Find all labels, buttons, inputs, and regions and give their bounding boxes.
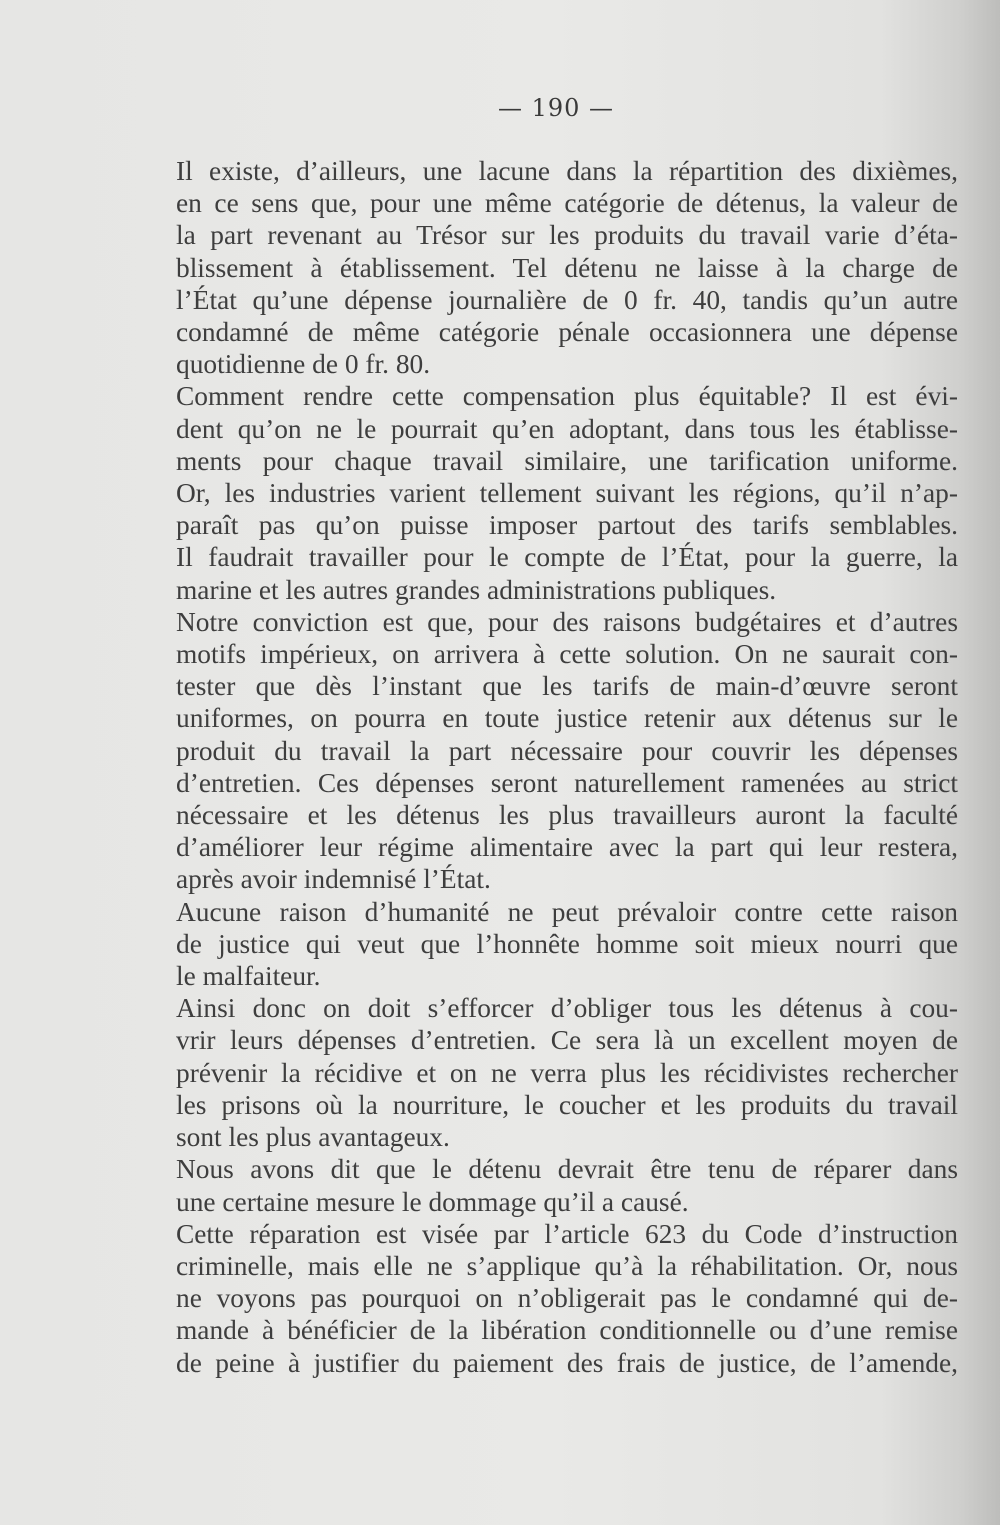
text-line: l’État qu’une dépense journalière de 0 fr. 40, tandis qu’un autre <box>176 284 958 315</box>
text-line: dent qu’on ne le pourrait qu’en adoptant, dans tous les établisse- <box>176 413 958 444</box>
text-line: de justice qui veut que l’honnête homme soit mieux nourri que <box>176 928 958 959</box>
paragraph-4 <box>148 896 958 993</box>
text-line: vrir leurs dépenses d’entretien. Ce sera là un excellent moyen de <box>176 1025 958 1056</box>
text-line: Il faudrait travailler pour le compte de l’État, pour la guerre, la <box>176 542 958 573</box>
text-line: Or, les industries varient tellement suivant les régions, qu’il n’ap- <box>176 478 958 509</box>
text-line: de peine à justifier du paiement des frais de justice, de l’amende, <box>176 1347 958 1378</box>
text-line: ments pour chaque travail similaire, une tarification uniforme. <box>176 445 958 476</box>
paragraph-1 <box>148 155 958 380</box>
paragraph-7 <box>148 1218 958 1379</box>
text-line: le malfaiteur. <box>176 961 321 992</box>
text-line: la part revenant au Trésor sur les produits du travail varie d’éta- <box>176 220 958 251</box>
text-line: d’améliorer leur régime alimentaire avec la part qui leur restera, <box>176 832 958 863</box>
text-line: paraît pas qu’on puisse imposer partout des tarifs semblables. <box>176 510 958 541</box>
text-line: une certaine mesure le dommage qu’il a causé. <box>176 1186 689 1217</box>
text-line: Nous avons dit que le détenu devrait être tenu de réparer dans <box>176 1154 958 1185</box>
text-line: Ainsi donc on doit s’efforcer d’obliger tous les détenus à cou- <box>176 993 958 1024</box>
text-line: Notre conviction est que, pour des raisons budgétaires et d’autres <box>176 606 958 637</box>
text-line: tester que dès l’instant que les tarifs de main-d’œuvre seront <box>176 671 958 702</box>
text-line: après avoir indemnisé l’État. <box>176 864 491 895</box>
paragraph-2 <box>148 380 958 605</box>
text-line: motifs impérieux, on arrivera à cette solution. On ne saurait con- <box>176 639 958 670</box>
text-line: en ce sens que, pour une même catégorie de détenus, la valeur de <box>176 188 958 219</box>
text-line: les prisons où la nourriture, le coucher et les produits du travail <box>176 1089 958 1120</box>
text-line: Comment rendre cette compensation plus équitable? Il est évi- <box>176 381 958 412</box>
text-line: uniformes, on pourra en toute justice retenir aux détenus sur le <box>176 703 958 734</box>
text-line: marine et les autres grandes administrations publiques. <box>176 574 777 605</box>
text-line: ne voyons pas pourquoi on n’obligerait pas le condamné qui de- <box>176 1283 958 1314</box>
text-line: blissement à établissement. Tel détenu ne laisse à la charge de <box>176 252 958 283</box>
text-line: criminelle, mais elle ne s’applique qu’à la réhabilitation. Or, nous <box>176 1250 958 1281</box>
text-line: Cette réparation est visée par l’article 623 du Code d’instruction <box>176 1218 958 1249</box>
text-line: sont les plus avantageux. <box>176 1122 450 1153</box>
body-text <box>148 155 958 1379</box>
text-line: quotidienne de 0 fr. 80. <box>176 349 431 380</box>
paragraph-5 <box>148 992 958 1153</box>
paragraph-3 <box>148 606 958 896</box>
text-line: produit du travail la part nécessaire pour couvrir les dépenses <box>176 735 958 766</box>
text-line: mande à bénéficier de la libération conditionnelle ou d’une remise <box>176 1315 958 1346</box>
text-line: Il existe, d’ailleurs, une lacune dans la répartition des dixièmes, <box>176 156 958 186</box>
text-line: nécessaire et les détenus les plus travailleurs auront la faculté <box>176 800 958 831</box>
text-line: Aucune raison d’humanité ne peut prévaloir contre cette raison <box>176 896 958 927</box>
page-number: — 190 — <box>497 94 615 122</box>
text-line: condamné de même catégorie pénale occasionnera une dépense <box>176 317 958 348</box>
paragraph-6 <box>148 1153 958 1217</box>
text-line: d’entretien. Ces dépenses seront naturellement ramenées au strict <box>176 767 958 798</box>
text-line: prévenir la récidive et on ne verra plus les récidivistes rechercher <box>176 1057 958 1088</box>
